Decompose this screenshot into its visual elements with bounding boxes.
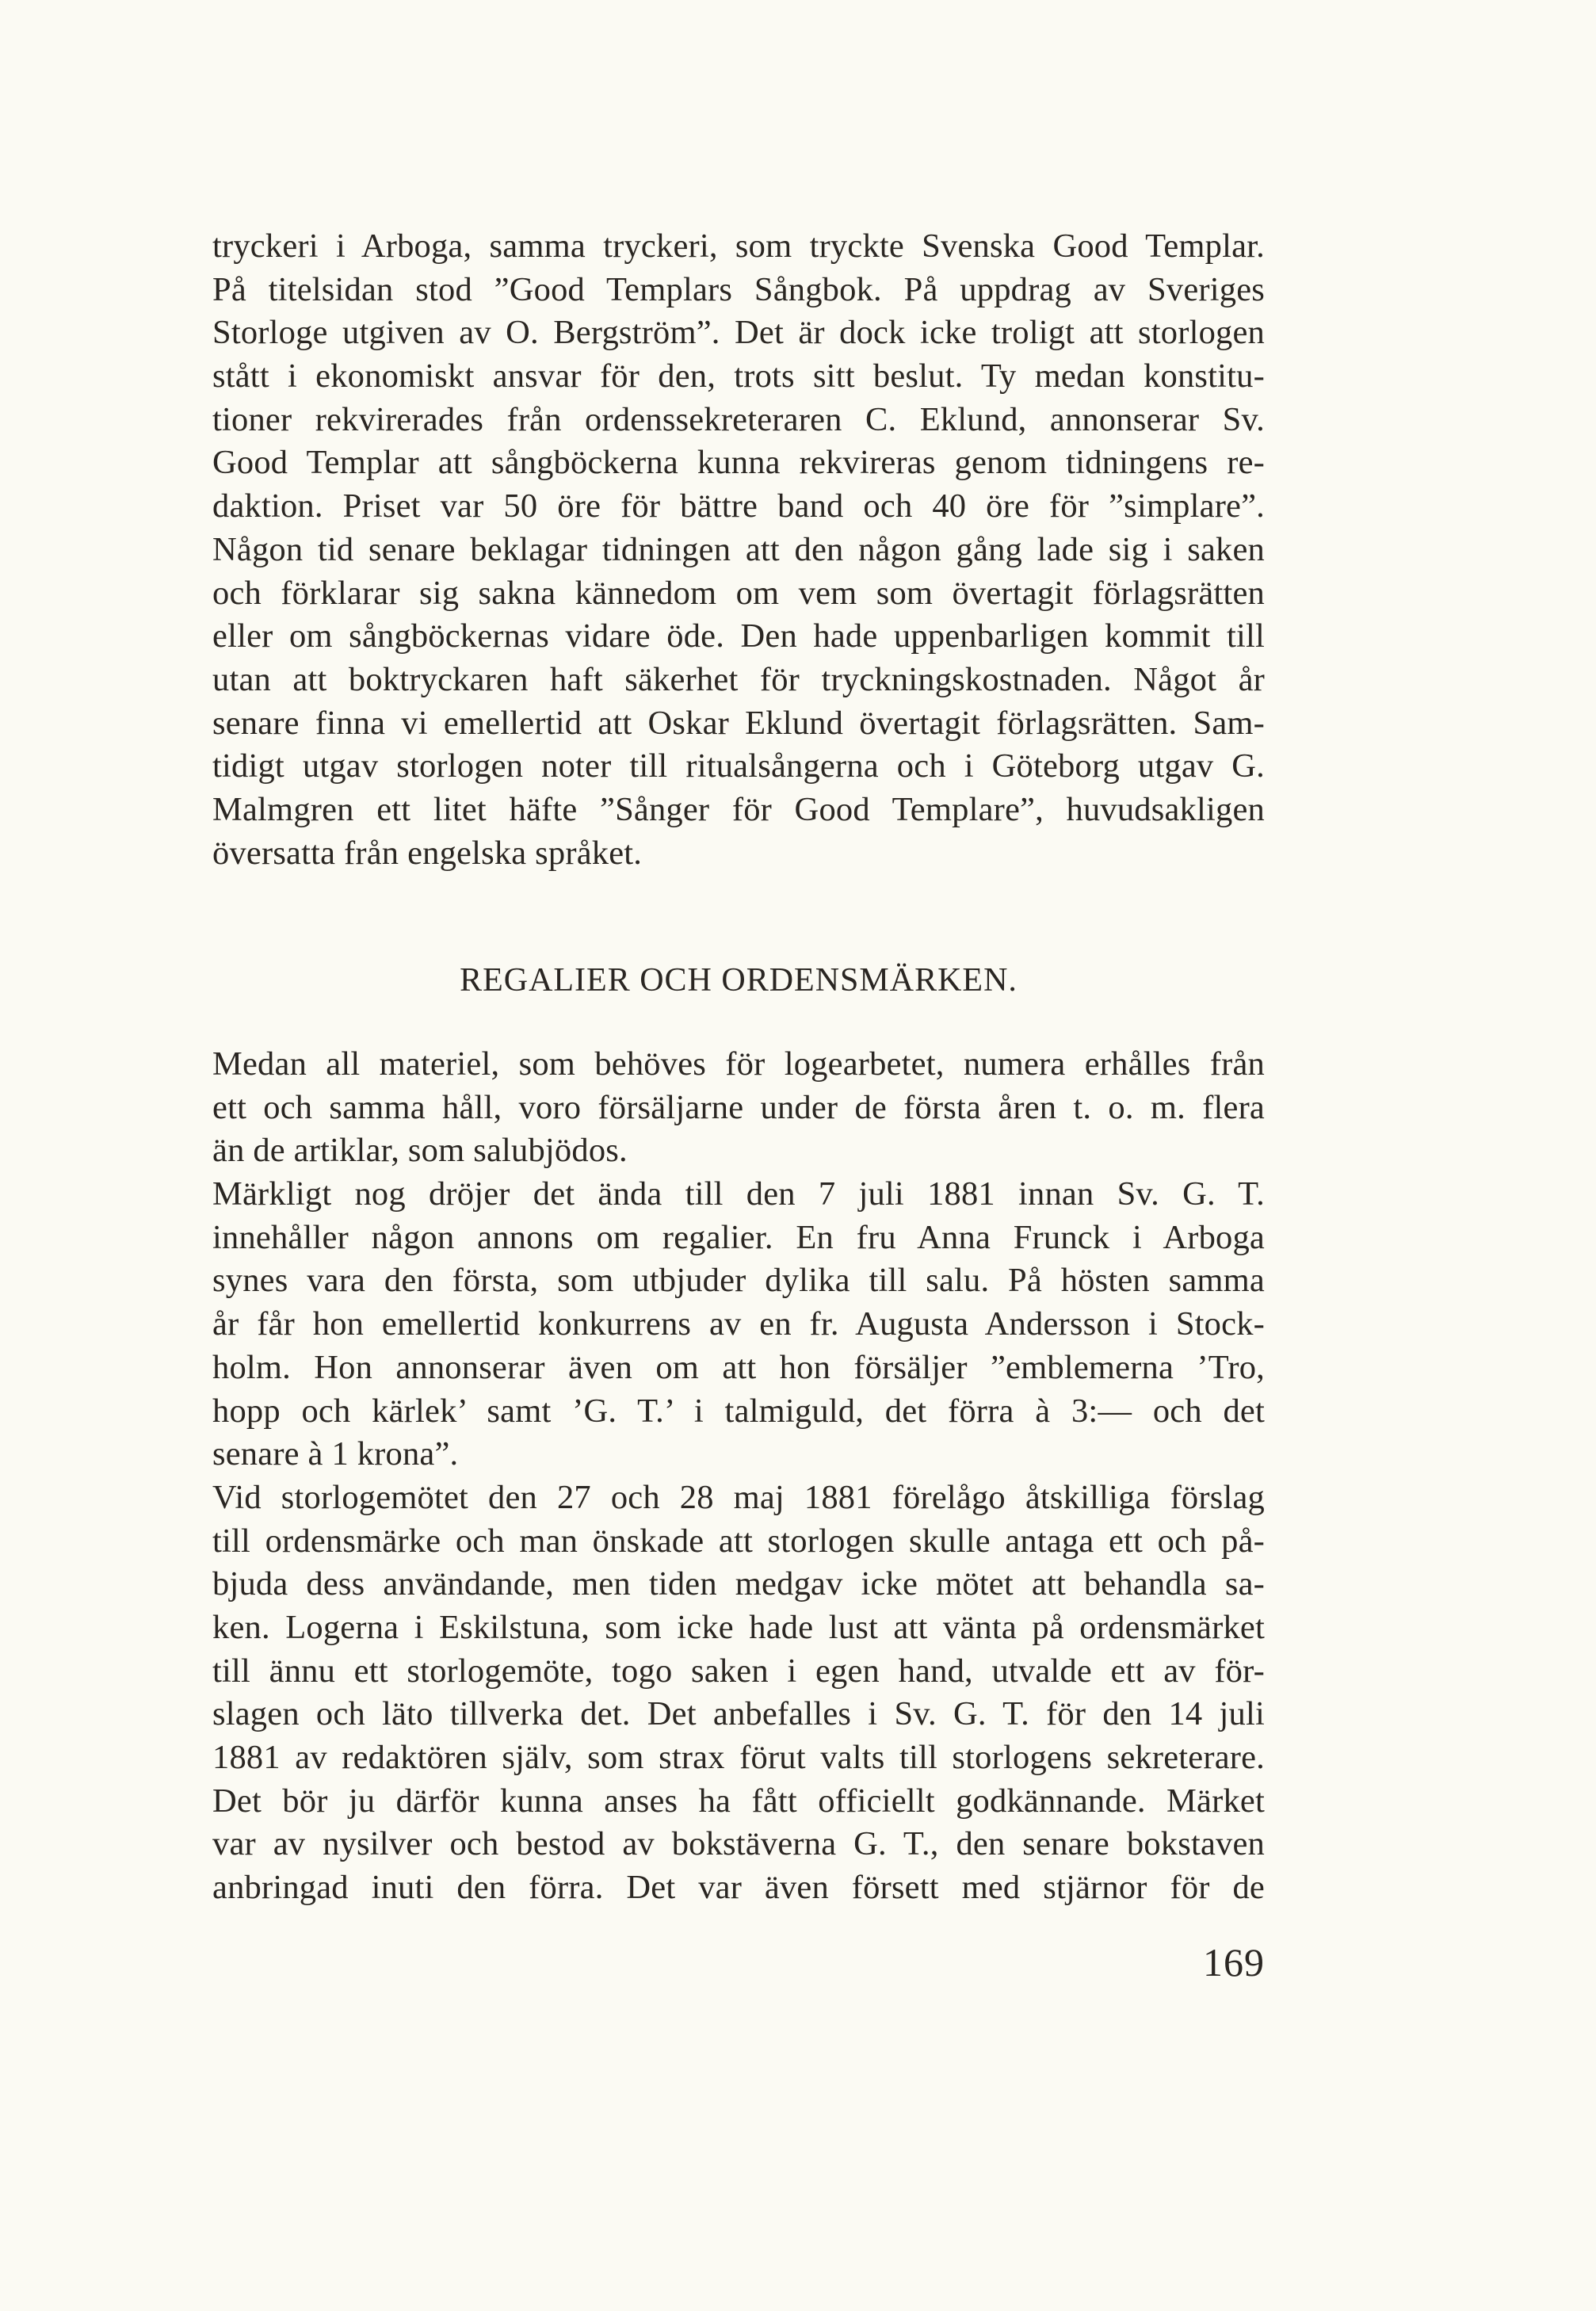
text-line: slagen och läto tillverka det. Det anbefalles i Sv. G. T. för den 14 juli <box>212 1695 1265 1733</box>
text-line: Malmgren ett litet häfte ”Sånger för Good Templare”, huvudsakligen <box>212 790 1265 828</box>
text-line: och förklarar sig sakna kännedom om vem som övertagit förlagsrätten <box>212 574 1265 612</box>
text-line: översatta från engelska språket. <box>212 834 643 872</box>
text-line: år får hon emellertid konkurrens av en fr. Augusta Andersson i Stock- <box>212 1305 1265 1343</box>
text-line: tryckeri i Arboga, samma tryckeri, som tryckte Svenska Good Templar. <box>212 227 1265 265</box>
text-line: Märkligt nog dröjer det ända till den 7 juli 1881 innan Sv. G. T. <box>212 1175 1265 1213</box>
text-line: Good Templar att sångböckerna kunna rekvireras genom tidningens re- <box>212 444 1265 482</box>
text-line: Någon tid senare beklagar tidningen att den någon gång lade sig i saken <box>212 530 1265 568</box>
text-line: tioner rekvirerades från ordenssekreteraren C. Eklund, annonserar Sv. <box>212 400 1265 438</box>
text-line: bjuda dess användande, men tiden medgav icke mötet att behandla sa- <box>212 1565 1265 1603</box>
text-line: var av nysilver och bestod av bokstäverna G. T., den senare bokstaven <box>212 1825 1265 1863</box>
text-line: än de artiklar, som salubjödos. <box>212 1132 628 1170</box>
text-line: Storloge utgiven av O. Bergström”. Det är dock icke troligt att storlogen <box>212 314 1265 352</box>
text-line: senare finna vi emellertid att Oskar Eklund övertagit förlagsrätten. Sam- <box>212 704 1265 742</box>
text-line: hopp och kärlek’ samt ’G. T.’ i talmiguld, det förra à 3:— och det <box>212 1392 1265 1430</box>
text-line: 1881 av redaktören själv, som strax förut valts till storlogens sekreterare. <box>212 1739 1265 1776</box>
text-line: ett och samma håll, voro försäljarne under de första åren t. o. m. flera <box>212 1088 1265 1126</box>
text-line: tidigt utgav storlogen noter till ritualsångerna och i Göteborg utgav G. <box>212 747 1265 785</box>
text-line: daktion. Priset var 50 öre för bättre band och 40 öre för ”simplare”. <box>212 487 1265 525</box>
text-line: holm. Hon annonserar även om att hon försäljer ”emblemerna ’Tro, <box>212 1348 1265 1386</box>
text-line: Det bör ju därför kunna anses ha fått officiellt godkännande. Märket <box>212 1782 1265 1820</box>
text-line: till ännu ett storlogemöte, togo saken i egen hand, utvalde ett av för- <box>212 1652 1265 1690</box>
paragraph-top <box>212 225 1265 875</box>
section-heading: REGALIER OCH ORDENSMÄRKEN. <box>460 962 1018 999</box>
text-line: Medan all materiel, som behöves för logearbetet, numera erhålles från <box>212 1045 1265 1083</box>
text-line: synes vara den första, som utbjuder dylika till salu. På hösten samma <box>212 1262 1265 1300</box>
text-line: ken. Logerna i Eskilstuna, som icke hade lust att vänta på ordensmärket <box>212 1608 1265 1646</box>
text-line: senare à 1 krona”. <box>212 1435 459 1473</box>
text-line: anbringad inuti den förra. Det var även försett med stjärnor för de <box>212 1869 1265 1907</box>
text-line: Vid storlogemötet den 27 och 28 maj 1881 förelågo åtskilliga förslag <box>212 1478 1265 1516</box>
text-line: stått i ekonomiskt ansvar för den, trots sitt beslut. Ty medan konstitu- <box>212 357 1265 395</box>
text-line: innehåller någon annons om regalier. En fru Anna Frunck i Arboga <box>212 1218 1265 1256</box>
text-line: utan att boktryckaren haft säkerhet för tryckningskostnaden. Något år <box>212 660 1265 698</box>
page-number: 169 <box>1203 1940 1265 1984</box>
text-line: till ordensmärke och man önskade att storlogen skulle antaga ett och på- <box>212 1522 1265 1560</box>
text-line: På titelsidan stod ”Good Templars Sångbok. På uppdrag av Sveriges <box>212 270 1265 308</box>
text-line: eller om sångböckernas vidare öde. Den hade uppenbarligen kommit till <box>212 617 1265 655</box>
paragraphs-bottom <box>212 1043 1265 1910</box>
